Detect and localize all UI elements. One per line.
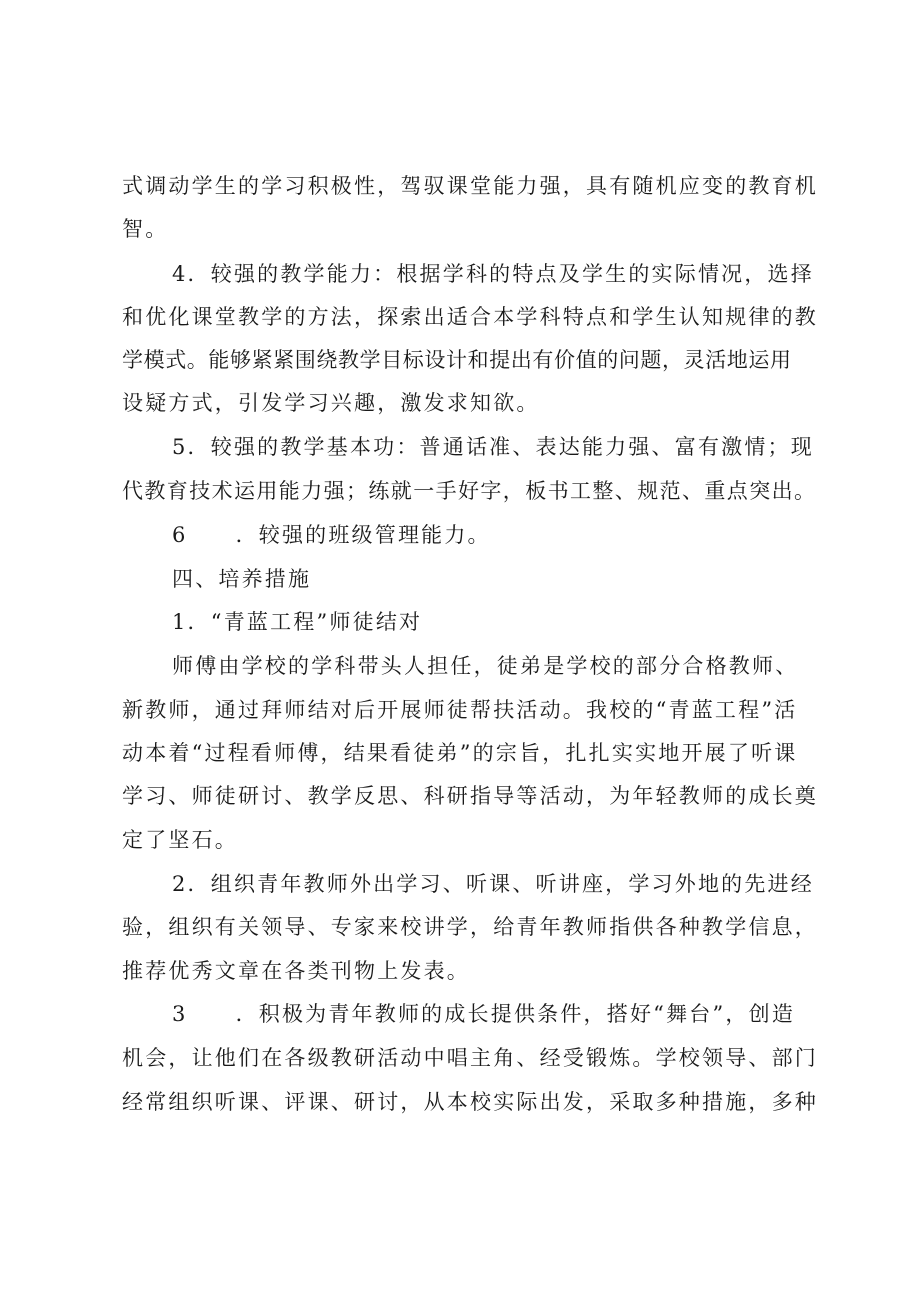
item-text: ．较强的班级管理能力。 [235, 523, 491, 547]
text-line: 定了坚石。 [122, 828, 238, 852]
text-line: 验，组织有关领导、专家来校讲学，给青年教师指供各种教学信息， [122, 915, 818, 939]
text-line: 式调动学生的学习积极性，驾驭课堂能力强，具有随机应变的教育机 [122, 174, 818, 198]
list-item-6 [172, 521, 491, 549]
text-line: 动本着“过程看师傅，结果看徒弟”的宗旨，扎扎实实地开展了听课 [122, 741, 798, 765]
text-line: 4．较强的教学能力：根据学科的特点及学生的实际情况，选择 [172, 262, 814, 286]
text-line: 新教师，通过拜师结对后开展师徒帮扶活动。我校的“青蓝工程”活 [122, 698, 798, 722]
text-line: 5．较强的教学基本功：普通话准、表达能力强、富有激情；现 [172, 435, 814, 459]
text-line: 推荐优秀文章在各类刊物上发表。 [122, 959, 470, 983]
text-line: 机会，让他们在各级教研活动中唱主角、经受锻炼。学校领导、部门 [122, 1046, 818, 1070]
text-line: 2．组织青年教师外出学习、听课、听讲座，学习外地的先进经 [172, 872, 814, 896]
subsection-heading: 1．“青蓝工程”师徒结对 [172, 610, 423, 634]
text-line: 学模式。能够紧紧围绕教学目标设计和提出有价值的问题，灵活地运用 [122, 348, 792, 372]
text-line: 设疑方式，引发学习兴趣，激发求知欲。 [122, 391, 540, 415]
item-number: 6 [172, 523, 188, 547]
text-line: 和优化课堂教学的方法，探索出适合本学科特点和学生认知规律的教 [122, 305, 818, 329]
text-line: 师傅由学校的学科带头人担任，徒弟是学校的部分合格教师、 [172, 654, 799, 678]
text-line: 经常组织听课、评课、研讨，从本校实际出发，采取多种措施，多种 [122, 1090, 818, 1114]
list-item-3 [172, 1000, 795, 1028]
text-line: 智。 [122, 217, 169, 241]
item-number: 3 [172, 1002, 188, 1026]
text-line: 学习、师徒研讨、教学反思、科研指导等活动，为年轻教师的成长奠 [122, 784, 818, 808]
item-text: ．积极为青年教师的成长提供条件，搭好“舞台”，创造 [235, 1002, 796, 1026]
text-line: 代教育技术运用能力强；练就一手好字，板书工整、规范、重点突出。 [122, 479, 817, 503]
section-heading: 四、培养措施 [172, 567, 312, 591]
